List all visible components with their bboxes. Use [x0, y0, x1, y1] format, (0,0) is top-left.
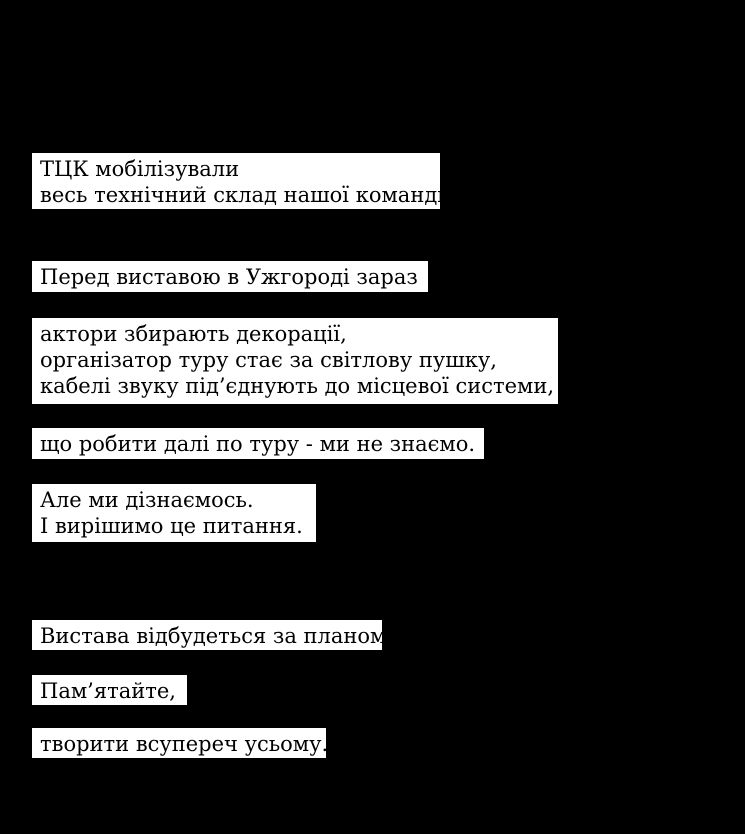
text-line: кабелі звуку під’єднують до місцевої системи,	[40, 374, 555, 398]
text-line: І вирішимо це питання.	[40, 514, 303, 538]
text-line: ТЦК мобілізували	[40, 157, 240, 181]
text-block-show-on-schedule	[32, 620, 394, 650]
text-block-preparations	[32, 318, 558, 404]
text-line: організатор туру стає за світлову пушку,	[40, 348, 497, 372]
text-line: Вистава відбудеться за планом.	[40, 624, 394, 648]
text-block-remember	[32, 675, 187, 705]
text-line: Але ми дізнаємось.	[40, 488, 254, 512]
text-line: актори збирають декорації,	[40, 322, 347, 346]
text-block-unknown-future	[32, 428, 484, 459]
text-block-uzhhorod	[32, 261, 428, 292]
text-block-mobilization	[32, 153, 458, 209]
text-line: що робити далі по туру - ми не знаємо.	[40, 432, 476, 456]
text-line: весь технічний склад нашої команди.	[40, 183, 458, 207]
text-line: Перед виставою в Ужгороді зараз	[40, 265, 418, 289]
text-line: Пам’ятайте,	[40, 679, 176, 703]
text-line: творити всупереч усьому.	[40, 732, 329, 756]
text-block-create-despite	[32, 728, 329, 758]
text-block-resolve	[32, 484, 316, 542]
